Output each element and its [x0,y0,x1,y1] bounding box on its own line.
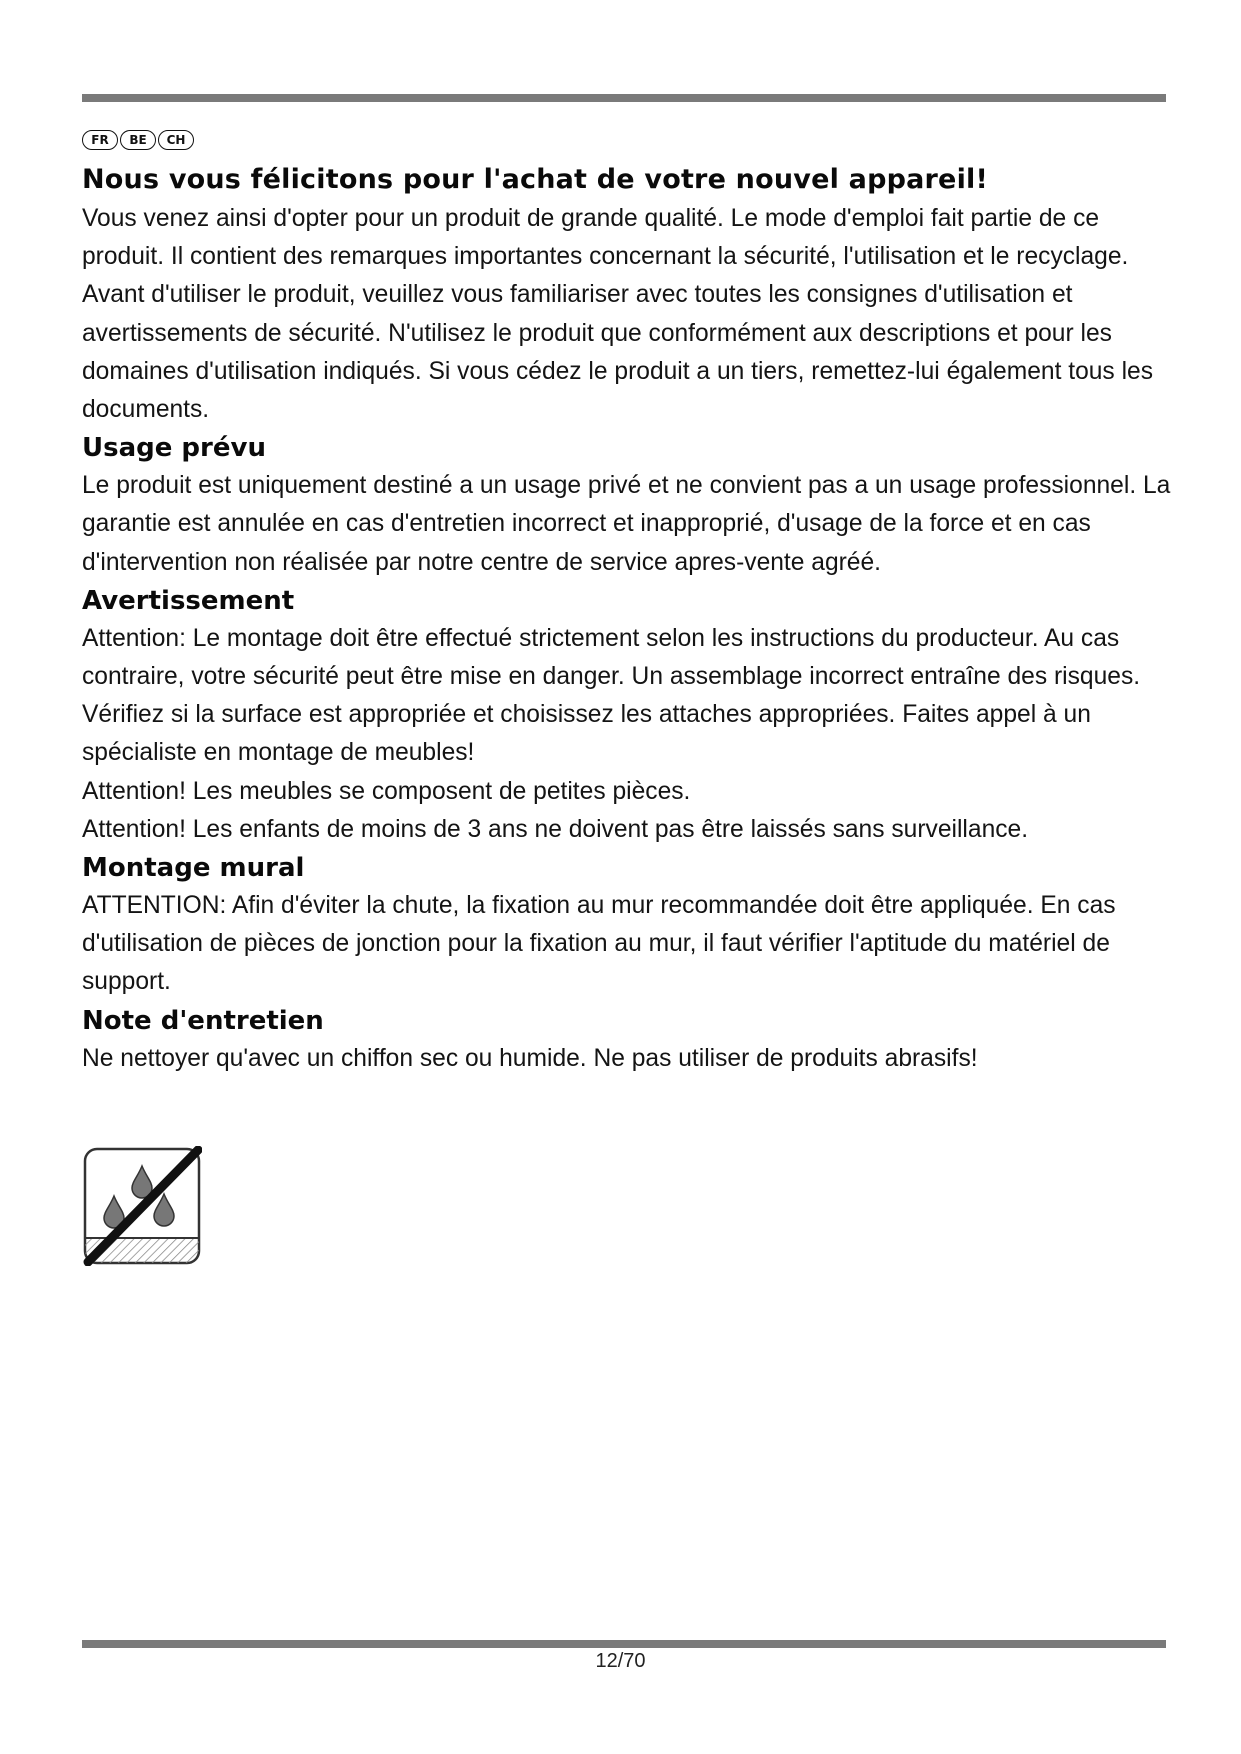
page-number: 12/70 [595,1650,646,1672]
country-badges [82,130,194,150]
warning-small-parts: Attention! Les meubles se composent de petites pièces. [82,777,691,805]
intro-paragraph: Vous venez ainsi d'opter pour un produit de grande qualité. Le mode d'emploi fait partie de ce produit. Il contient des remarques importantes concernant la sécurité, l'utilisation et le recyclage. Avant d'utiliser le produit, veuillez vous familiariser avec toutes les consignes d'utilisation et avertissements de sécurité. N'utilisez le produit que conformément aux descriptions et pour les domaines d'utilisation indiqués. Si vous cédez le produit a un tiers, remettez-lui également tous les documents. [82,205,1154,424]
intro-heading: Nous vous félicitons pour l'achat de votre nouvel appareil! [82,164,988,195]
bottom-divider [82,1640,1166,1648]
country-badge-be: BE [120,130,156,150]
top-divider [82,94,1166,102]
warning-paragraph: Attention: Le montage doit être effectué strictement selon les instructions du producteur. Au cas contraire, votre sécurité peut être mise en danger. Un assemblage incorrect entraîne des risques. Vérifiez si la surface est appropriée et choisissez les attaches appropriées. Faites appel à un spécialiste en montage de meubles! [82,624,1141,767]
warning-heading: Avertissement [82,585,295,616]
usage-paragraph: Le produit est uniquement destiné a un usage privé et ne convient pas a un usage professionnel. La garantie est annulée en cas d'entretien incorrect et inapproprié, d'usage de la force et en cas d'intervention non réalisée par notre centre de service apres-vente agréé. [82,472,1171,576]
country-badge-ch: CH [158,130,194,150]
maintenance-heading: Note d'entretien [82,1005,324,1036]
country-badge-fr: FR [82,130,118,150]
no-water-icon [82,1146,202,1266]
usage-heading: Usage prévu [82,433,266,464]
wall-mount-paragraph: ATTENTION: Afin d'éviter la chute, la fixation au mur recommandée doit être appliquée. En cas d'utilisation de pièces de jonction pour la fixation au mur, il faut vérifier l'aptitude du matériel de support. [82,892,1116,996]
warning-children: Attention! Les enfants de moins de 3 ans ne doivent pas être laissés sans surveillance. [82,815,1029,843]
maintenance-paragraph: Ne nettoyer qu'avec un chiffon sec ou humide. Ne pas utiliser de produits abrasifs! [82,1044,978,1072]
wall-mount-heading: Montage mural [82,853,305,884]
manual-content [82,160,1172,1078]
